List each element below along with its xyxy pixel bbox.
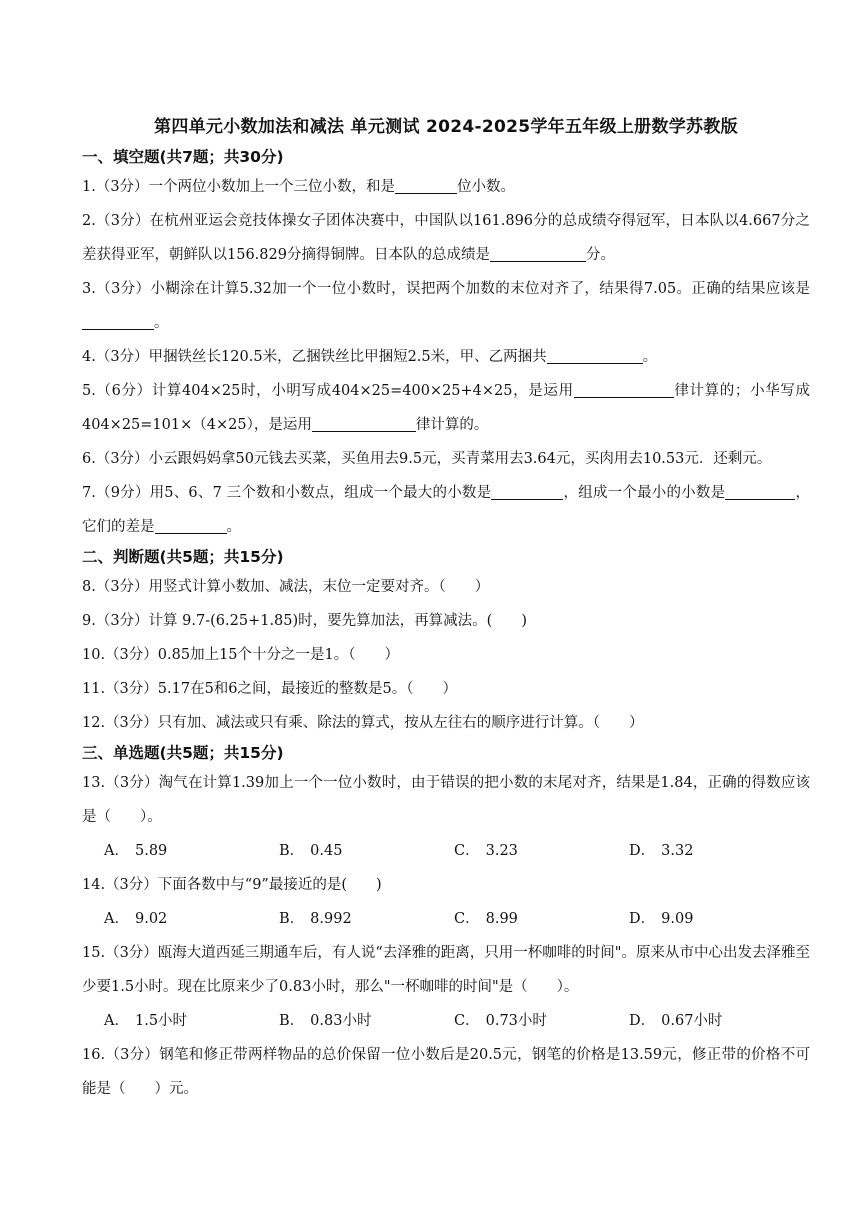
question-13: 13.（3分）淘气在计算1.39加上一个一位小数时，由于错误的把小数的末尾对齐，结果是1.84，正确的得数应该是（ ）。: [82, 775, 810, 825]
question-12: 12.（3分）只有加、减法或只有乘、除法的算式，按从左往右的顺序进行计算。（ ）: [82, 715, 644, 731]
answer-blank[interactable]: [395, 177, 457, 194]
question-13-options: [82, 834, 810, 868]
answer-blank[interactable]: [725, 483, 795, 500]
option-b[interactable]: B． 0.83小时: [279, 1013, 372, 1029]
question-2: 2.（3分）在杭州亚运会竞技体操女子团体决赛中，中国队以161.896分的总成绩夺得冠军，日本队以4.667分之差获得亚军，朝鲜队以156.829分摘得铜牌。日本队的总成绩是 分。: [82, 213, 810, 263]
question-14: 14.（3分）下面各数中与“9”最接近的是( ): [82, 877, 382, 893]
question-7: 7.（9分）用5、6、7 三个数和小数点，组成一个最大的小数是 ，组成一个最小的小数是 ，它们的差是 。: [82, 485, 811, 535]
option-d[interactable]: D． 9.09: [629, 911, 694, 927]
answer-blank[interactable]: [82, 313, 154, 330]
page-title: 第四单元小数加法和减法 单元测试 2024-2025学年五年级上册数学苏教版: [154, 117, 738, 137]
question-8: 8.（3分）用竖式计算小数加、减法，末位一定要对齐。（ ）: [82, 579, 490, 595]
answer-blank[interactable]: [155, 517, 227, 534]
answer-blank[interactable]: [491, 483, 563, 500]
answer-blank[interactable]: [312, 415, 416, 432]
section-fill-blank-heading: 一、填空题(共7题；共30分): [82, 148, 284, 166]
option-a[interactable]: A． 9.02: [104, 911, 168, 927]
question-9: 9.（3分）计算 9.7-(6.25+1.85)时，要先算加法，再算减法。( ): [82, 613, 527, 629]
section-single-choice-heading: 三、单选题(共5题；共15分): [82, 744, 284, 762]
option-a[interactable]: A． 1.5小时: [104, 1013, 188, 1029]
question-6: 6.（3分）小云跟妈妈拿50元钱去买菜，买鱼用去9.5元，买青菜用去3.64元，买肉用去10.53元．还剩元。: [82, 451, 772, 467]
question-5: 5.（6分）计算404×25时，小明写成404×25=400×25+4×25，是运用 律计算的；小华写成404×25=101×（4×25），是运用 律计算的。: [82, 383, 810, 433]
section-true-false-heading: 二、判断题(共5题；共15分): [82, 548, 284, 566]
option-c[interactable]: C． 0.73小时: [454, 1013, 547, 1029]
answer-blank[interactable]: [490, 245, 586, 262]
option-d[interactable]: D． 0.67小时: [629, 1013, 723, 1029]
question-14-options: [82, 902, 810, 936]
question-1: 1.（3分）一个两位小数加上一个三位小数，和是 位小数。: [82, 179, 516, 195]
option-b[interactable]: B． 0.45: [279, 843, 343, 859]
question-15-options: [82, 1004, 810, 1038]
question-16: 16.（3分）钢笔和修正带两样物品的总价保留一位小数后是20.5元，钢笔的价格是13.59元，修正带的价格不可能是（ ）元。: [82, 1047, 810, 1097]
option-b[interactable]: B． 8.992: [279, 911, 352, 927]
answer-blank[interactable]: [547, 347, 643, 364]
question-11: 11.（3分）5.17在5和6之间，最接近的整数是5。（ ）: [82, 681, 457, 697]
option-d[interactable]: D． 3.32: [629, 843, 694, 859]
question-4: 4.（3分）甲捆铁丝长120.5米，乙捆铁丝比甲捆短2.5米，甲、乙两捆共 。: [82, 349, 658, 365]
question-15: 15.（3分）瓯海大道西延三期通车后，有人说“去泽雅的距离，只用一杯咖啡的时间"。原来从市中心出发去泽雅至少要1.5小时。现在比原来少了0.83小时，那么"一杯咖啡的时间"是（ ）。: [82, 945, 810, 995]
question-3: 3.（3分）小糊涂在计算5.32加一个一位小数时，误把两个加数的末位对齐了，结果得7.05。正确的结果应该是。: [82, 281, 810, 331]
option-c[interactable]: C． 3.23: [454, 843, 518, 859]
answer-blank[interactable]: [574, 381, 674, 398]
option-a[interactable]: A． 5.89: [104, 843, 168, 859]
option-c[interactable]: C． 8.99: [454, 911, 518, 927]
question-10: 10.（3分）0.85加上15个十分之一是1。（ ）: [82, 647, 399, 663]
exam-page: [82, 112, 810, 1106]
